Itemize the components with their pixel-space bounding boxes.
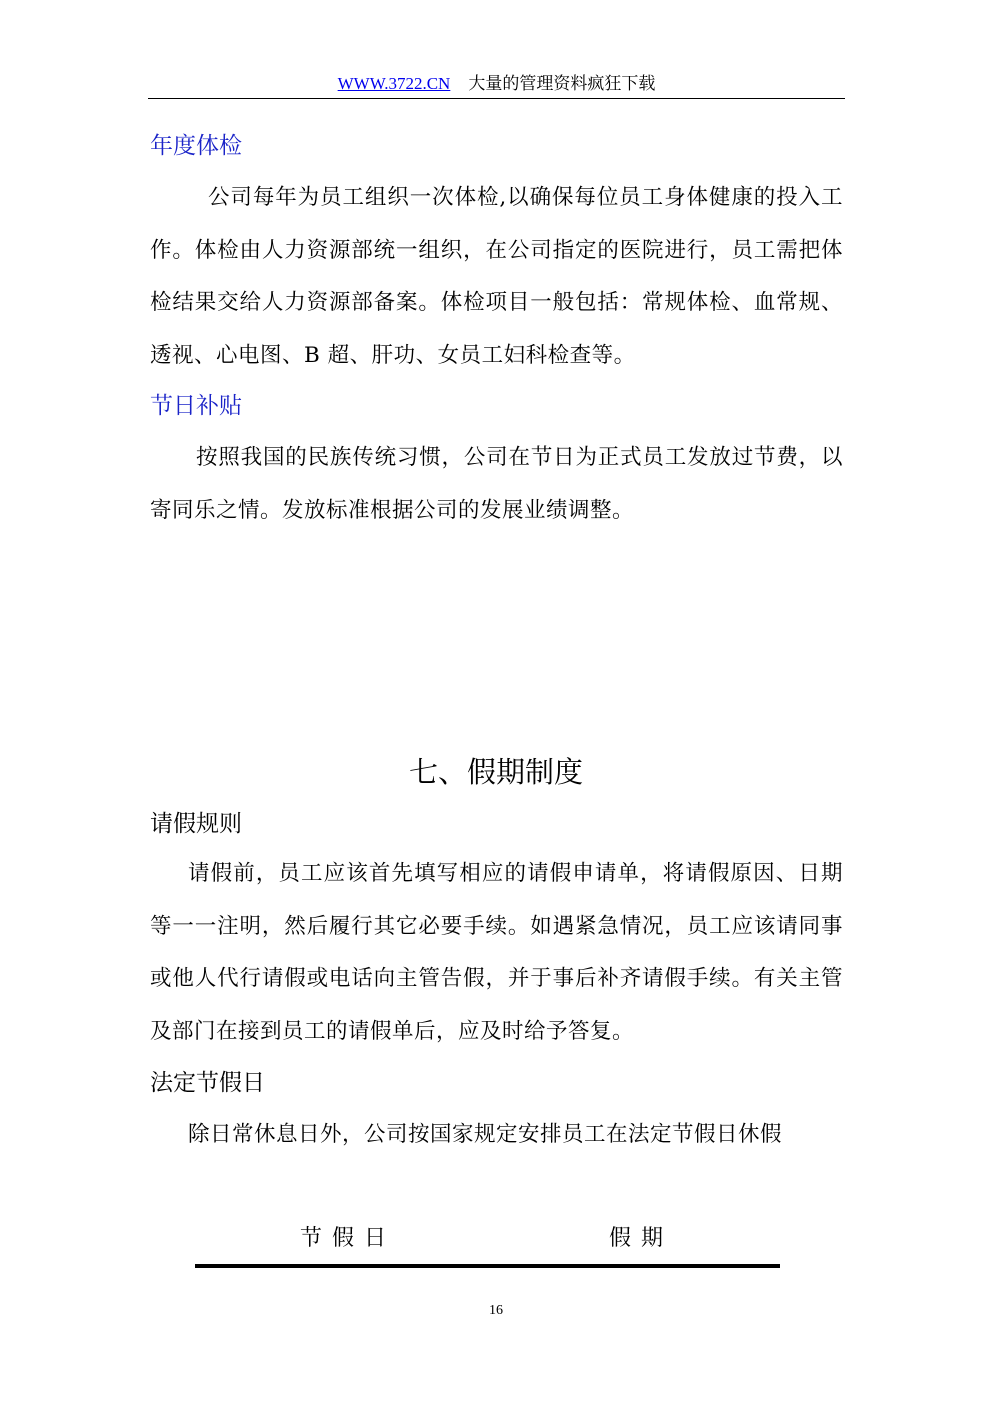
heading-annual-checkup: 年度体检 [150, 133, 242, 159]
paragraph-annual-checkup: 公司每年为员工组织一次体检,以确保每位员工身体健康的投入工作。体检由人力资源部统一组织，在公司指定的医院进行，员工需把体检结果交给人力资源部备案。体检项目一般包括：常规体检、血常规、透视、心电图、B 超、肝功、女员工妇科检查等。 [150, 185, 843, 368]
page-header [148, 70, 845, 99]
chapter-title: 七、假期制度 [408, 755, 583, 789]
column-header-holiday: 节假日 [300, 1226, 397, 1251]
heading-leave-rules: 请假规则 [150, 811, 242, 837]
paragraph-holiday-allowance: 按照我国的民族传统习惯，公司在节日为正式员工发放过节费，以寄同乐之情。发放标准根据公司的发展业绩调整。 [150, 445, 843, 523]
header-tagline: 大量的管理资料疯狂下载 [468, 74, 656, 94]
column-header-days-off: 假期 [609, 1226, 674, 1251]
holiday-table-header [195, 1222, 780, 1268]
page-number: 16 [489, 1303, 503, 1318]
heading-statutory-holidays: 法定节假日 [150, 1070, 265, 1096]
header-link[interactable]: WWW.3722.CN [337, 74, 451, 93]
paragraph-leave-rules: 请假前，员工应该首先填写相应的请假申请单，将请假原因、日期等一一注明，然后履行其它必要手续。如遇紧急情况，员工应该请同事或他人代行请假或电话向主管告假，并于事后补齐请假手续。有关主管及部门在接到员工的请假单后，应及时给予答复。 [150, 861, 843, 1044]
heading-holiday-allowance: 节日补贴 [150, 393, 242, 419]
paragraph-statutory-holidays: 除日常休息日外，公司按国家规定安排员工在法定节假日休假 [188, 1122, 783, 1147]
